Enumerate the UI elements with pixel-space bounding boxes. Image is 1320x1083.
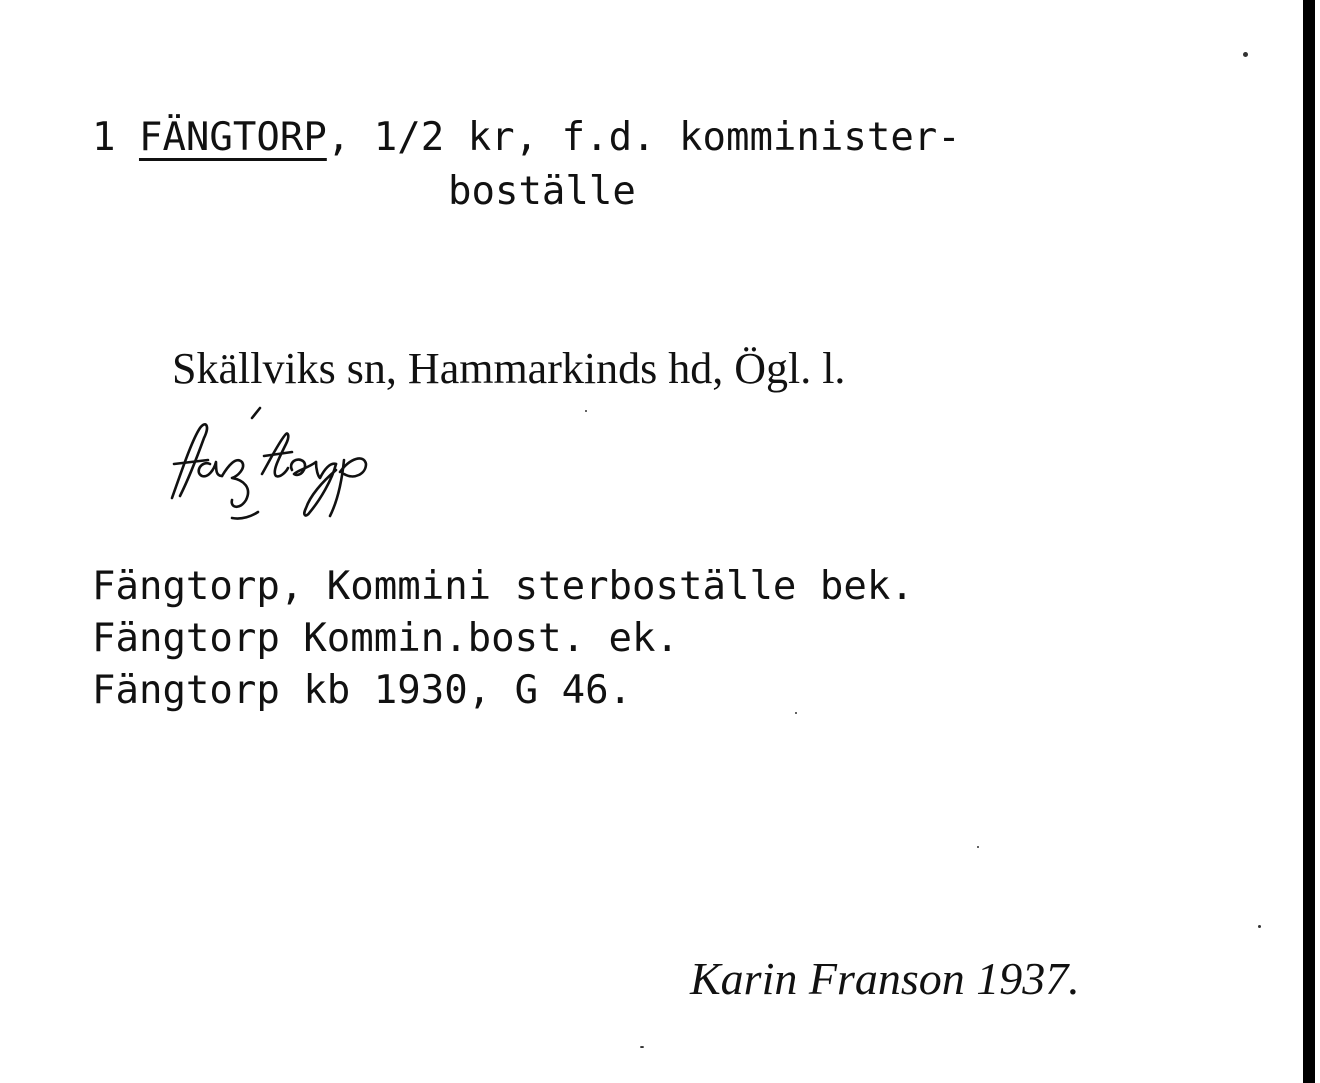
scan-speck: [1243, 52, 1248, 57]
source-line-1: Fängtorp, Kommini sterboställe bek.: [92, 564, 914, 609]
heading-continuation: boställe: [448, 169, 636, 214]
scan-speck: [640, 1046, 644, 1048]
card-number: 1: [92, 115, 116, 160]
handwritten-name: [160, 400, 460, 530]
place-name: FÄNGTORP: [138, 115, 327, 160]
source-line-3: Fängtorp kb 1930, G 46.: [92, 668, 633, 713]
scan-speck: [977, 846, 979, 848]
parish-location: Skällviks sn, Hammarkinds hd, Ögl. l.: [172, 344, 846, 393]
card-heading: [92, 115, 961, 160]
heading-details: , 1/2 kr, f.d. komminister-: [326, 115, 961, 160]
scan-speck: [1258, 925, 1261, 928]
source-line-2: Fängtorp Kommin.bost. ek.: [92, 616, 679, 661]
scan-speck: [585, 410, 587, 412]
signature: Karin Franson 1937.: [690, 953, 1080, 1004]
scan-speck: [795, 712, 797, 714]
card-edge-shadow: [1303, 0, 1315, 1083]
